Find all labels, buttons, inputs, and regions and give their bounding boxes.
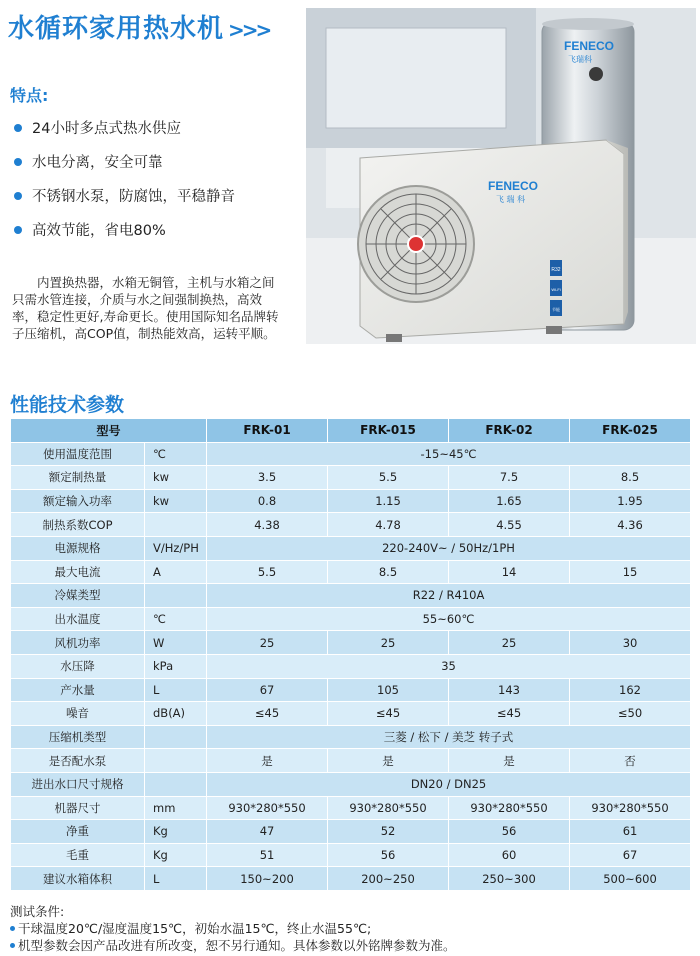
param-value: 67 xyxy=(207,678,328,702)
table-row xyxy=(11,607,691,631)
param-value: 52 xyxy=(328,820,449,844)
table-row xyxy=(11,867,691,891)
table-row xyxy=(11,513,691,537)
param-value: -15~45℃ xyxy=(207,442,691,466)
param-value: 25 xyxy=(207,631,328,655)
param-unit: W xyxy=(145,631,207,655)
param-label: 冷媒类型 xyxy=(11,584,145,608)
param-value: 55~60℃ xyxy=(207,607,691,631)
unit-brand: FENECO xyxy=(488,179,539,193)
table-row xyxy=(11,654,691,678)
param-unit xyxy=(145,772,207,796)
param-value: 930*280*550 xyxy=(207,796,328,820)
param-unit: Kg xyxy=(145,820,207,844)
param-unit: mm xyxy=(145,796,207,820)
param-unit xyxy=(145,725,207,749)
param-value: 250~300 xyxy=(449,867,570,891)
param-value: 105 xyxy=(328,678,449,702)
param-value: 500~600 xyxy=(570,867,691,891)
table-header-row xyxy=(11,419,691,443)
param-value: 143 xyxy=(449,678,570,702)
page-title: 水循环家用热水机 >>> xyxy=(8,14,270,44)
header-model-name: FRK-01 xyxy=(207,419,328,443)
param-unit xyxy=(145,749,207,773)
param-value: 0.8 xyxy=(207,489,328,513)
header-model-name: FRK-025 xyxy=(570,419,691,443)
param-unit xyxy=(145,513,207,537)
param-unit xyxy=(145,584,207,608)
performance-title: 性能技术参数 xyxy=(10,394,125,416)
param-value: 否 xyxy=(570,749,691,773)
bullet-icon xyxy=(14,226,22,234)
param-value: 1.65 xyxy=(449,489,570,513)
param-label: 最大电流 xyxy=(11,560,145,584)
param-value: ≤45 xyxy=(328,702,449,726)
note-item: 机型参数会因产品改进有所改变，恕不另行通知。具体参数以外铭牌参数为准。 xyxy=(10,937,456,954)
table-row xyxy=(11,796,691,820)
param-value: 150~200 xyxy=(207,867,328,891)
table-row xyxy=(11,560,691,584)
arrow-icon: >>> xyxy=(228,18,270,42)
param-value: 3.5 xyxy=(207,466,328,490)
param-value: ≤45 xyxy=(449,702,570,726)
table-row xyxy=(11,820,691,844)
unit-brand-cn: 飞 瑞 科 xyxy=(496,195,526,204)
feature-item: 24小时多点式热水供应 xyxy=(14,117,181,138)
param-value: 25 xyxy=(328,631,449,655)
param-value: R22 / R410A xyxy=(207,584,691,608)
param-label: 制热系数COP xyxy=(11,513,145,537)
svg-text:Wi-Fi: Wi-Fi xyxy=(551,287,561,292)
param-unit: A xyxy=(145,560,207,584)
param-unit: L xyxy=(145,678,207,702)
table-row xyxy=(11,466,691,490)
param-value: 1.95 xyxy=(570,489,691,513)
param-value: 1.15 xyxy=(328,489,449,513)
table-row xyxy=(11,442,691,466)
bullet-icon xyxy=(14,158,22,166)
feature-item: 不锈钢水泵，防腐蚀，平稳静音 xyxy=(14,185,235,206)
table-row xyxy=(11,536,691,560)
features-label: 特点: xyxy=(10,86,49,105)
param-value: DN20 / DN25 xyxy=(207,772,691,796)
param-label: 产水量 xyxy=(11,678,145,702)
param-value: 4.78 xyxy=(328,513,449,537)
param-label: 噪音 xyxy=(11,702,145,726)
param-value: 14 xyxy=(449,560,570,584)
bullet-icon xyxy=(10,926,15,931)
feature-item: 水电分离，安全可靠 xyxy=(14,151,163,172)
param-label: 机器尺寸 xyxy=(11,796,145,820)
table-row xyxy=(11,631,691,655)
param-value: 是 xyxy=(207,749,328,773)
feature-item: 高效节能，省电80% xyxy=(14,219,166,240)
param-label: 风机功率 xyxy=(11,631,145,655)
param-value: 60 xyxy=(449,843,570,867)
param-label: 使用温度范围 xyxy=(11,442,145,466)
param-value: 200~250 xyxy=(328,867,449,891)
param-value: 47 xyxy=(207,820,328,844)
param-unit: kPa xyxy=(145,654,207,678)
param-label: 压缩机类型 xyxy=(11,725,145,749)
param-value: 930*280*550 xyxy=(449,796,570,820)
param-unit: kw xyxy=(145,466,207,490)
product-image xyxy=(306,8,696,344)
tank-gauge-icon xyxy=(589,67,603,81)
param-label: 净重 xyxy=(11,820,145,844)
bullet-icon xyxy=(14,124,22,132)
header-model: 型号 xyxy=(11,419,207,443)
table-row xyxy=(11,843,691,867)
notes-label: 测试条件: xyxy=(10,904,65,919)
param-unit: L xyxy=(145,867,207,891)
param-value: 是 xyxy=(328,749,449,773)
table-row xyxy=(11,584,691,608)
param-value: 5.5 xyxy=(328,466,449,490)
tank-brand: FENECO xyxy=(564,39,615,53)
param-unit: ℃ xyxy=(145,442,207,466)
param-value: 25 xyxy=(449,631,570,655)
bullet-icon xyxy=(14,192,22,200)
header-model-name: FRK-015 xyxy=(328,419,449,443)
param-value: 61 xyxy=(570,820,691,844)
param-value: 67 xyxy=(570,843,691,867)
table-row xyxy=(11,749,691,773)
param-value: 8.5 xyxy=(570,466,691,490)
param-value: 56 xyxy=(449,820,570,844)
table-row xyxy=(11,772,691,796)
param-label: 电源规格 xyxy=(11,536,145,560)
param-value: 30 xyxy=(570,631,691,655)
param-value: ≤45 xyxy=(207,702,328,726)
param-value: 5.5 xyxy=(207,560,328,584)
param-value: 8.5 xyxy=(328,560,449,584)
param-value: 4.38 xyxy=(207,513,328,537)
spec-table xyxy=(10,418,691,891)
table-row xyxy=(11,678,691,702)
param-value: 7.5 xyxy=(449,466,570,490)
param-value: 是 xyxy=(449,749,570,773)
param-value: ≤50 xyxy=(570,702,691,726)
param-unit: kw xyxy=(145,489,207,513)
param-unit: dB(A) xyxy=(145,702,207,726)
param-label: 水压降 xyxy=(11,654,145,678)
param-label: 出水温度 xyxy=(11,607,145,631)
param-label: 额定输入功率 xyxy=(11,489,145,513)
svg-text:节能: 节能 xyxy=(552,307,560,312)
table-row xyxy=(11,702,691,726)
param-label: 额定制热量 xyxy=(11,466,145,490)
table-row xyxy=(11,489,691,513)
param-value: 15 xyxy=(570,560,691,584)
param-value: 56 xyxy=(328,843,449,867)
param-unit: V/Hz/PH xyxy=(145,536,207,560)
param-value: 4.55 xyxy=(449,513,570,537)
param-label: 建议水箱体积 xyxy=(11,867,145,891)
param-value: 三菱 / 松下 / 美芝 转子式 xyxy=(207,725,691,749)
param-value: 220-240V~ / 50Hz/1PH xyxy=(207,536,691,560)
param-label: 进出水口尺寸规格 xyxy=(11,772,145,796)
table-row xyxy=(11,725,691,749)
param-value: 51 xyxy=(207,843,328,867)
description: 内置换热器，水箱无铜管，主机与水箱之间只需水管连接，介质与水之间强制换热，高效率，稳定性更好,寿命更长。使用国际知名品牌转子压缩机，高COP值，制热能效高，运转平顺。 xyxy=(12,275,279,341)
param-label: 是否配水泵 xyxy=(11,749,145,773)
param-value: 930*280*550 xyxy=(570,796,691,820)
param-value: 162 xyxy=(570,678,691,702)
svg-text:R32: R32 xyxy=(551,267,561,273)
header-model-name: FRK-02 xyxy=(449,419,570,443)
param-label: 毛重 xyxy=(11,843,145,867)
tank-brand-cn: 飞瑞科 xyxy=(568,55,592,64)
note-item: 干球温度20℃/湿度温度15℃，初始水温15℃，终止水温55℃; xyxy=(10,920,456,937)
param-value: 35 xyxy=(207,654,691,678)
param-value: 930*280*550 xyxy=(328,796,449,820)
param-value: 4.36 xyxy=(570,513,691,537)
param-unit: Kg xyxy=(145,843,207,867)
param-unit: ℃ xyxy=(145,607,207,631)
test-notes xyxy=(10,903,456,954)
bullet-icon xyxy=(10,943,15,948)
